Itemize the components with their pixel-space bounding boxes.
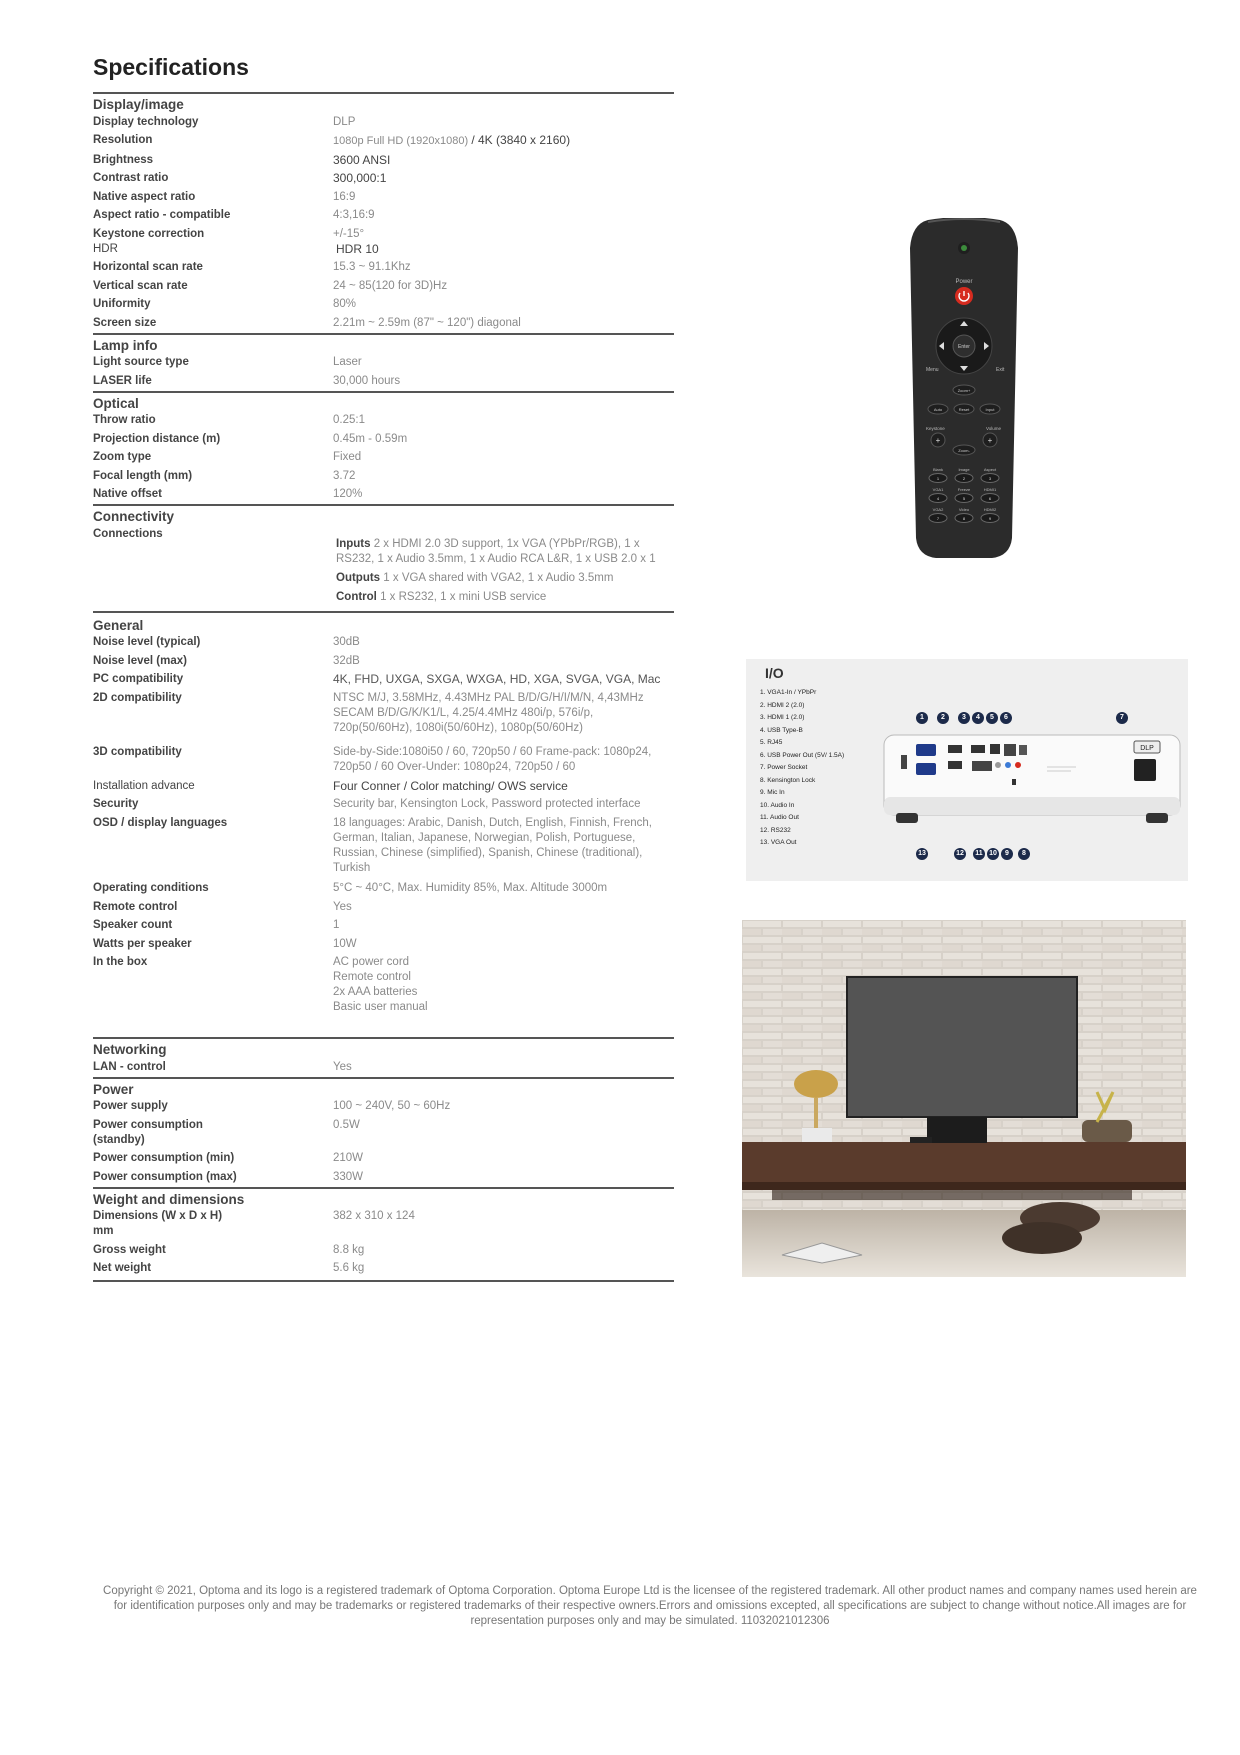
remote-keystone-label: Keystone — [926, 426, 945, 431]
spec-value: 382 x 310 x 124 — [333, 1210, 415, 1222]
svg-text:4: 4 — [936, 496, 940, 501]
control-label: Control — [336, 590, 377, 603]
dlp-logo: DLP — [1140, 745, 1154, 752]
spec-row — [93, 935, 674, 954]
spec-value: 1 — [333, 919, 340, 931]
io-callout: 2 — [937, 712, 949, 724]
spec-label: PC compatibility — [93, 673, 184, 685]
spec-row — [93, 113, 674, 132]
svg-text:HDMI2: HDMI2 — [983, 507, 997, 512]
inputs-value: 2 x HDMI 2.0 3D support, 1x VGA (YPbPr/RGB), 1 x RS232, 1 x Audio 3.5mm, 1 x Audio RCA L&R, 1 x USB 2.0 x 1 — [336, 537, 656, 565]
spec-label: Power consumption (max) — [93, 1170, 237, 1183]
spec-value: 30dB — [333, 636, 360, 648]
spec-value: 5.6 kg — [333, 1262, 365, 1274]
section-weight — [93, 1187, 674, 1283]
spec-value: DLP — [333, 115, 356, 128]
living-room-image — [742, 920, 1186, 1277]
spec-label: Display technology — [93, 115, 199, 128]
spec-row — [93, 671, 674, 690]
section-lamp — [93, 333, 674, 391]
spec-row — [93, 1058, 674, 1077]
spec-label: 2D compatibility — [93, 691, 182, 704]
spec-label: LAN - control — [93, 1060, 166, 1073]
section-title: Optical — [93, 395, 139, 411]
spec-row — [93, 430, 674, 449]
spec-label: Security — [93, 798, 139, 810]
spec-label: Throw ratio — [93, 414, 156, 426]
spec-value: Yes — [333, 900, 352, 913]
spec-row — [93, 898, 674, 917]
section-connectivity — [93, 504, 674, 611]
section-general — [93, 611, 674, 1038]
spec-row — [93, 954, 674, 1038]
spec-row — [93, 188, 674, 207]
spec-value: 120% — [333, 488, 363, 500]
spec-row — [93, 207, 674, 226]
spec-value: Laser — [333, 356, 362, 368]
io-item: 10. Audio In — [760, 801, 795, 809]
spec-label: Uniformity — [93, 298, 151, 310]
svg-text:VGA2: VGA2 — [932, 507, 944, 512]
spec-label: Native aspect ratio — [93, 190, 196, 203]
svg-text:5: 5 — [962, 496, 966, 501]
spec-row — [93, 132, 674, 152]
page-title: Specifications — [93, 54, 249, 80]
spec-row — [93, 525, 674, 611]
spec-row — [93, 296, 674, 315]
spec-row — [93, 796, 674, 815]
spec-value: 80% — [333, 298, 357, 310]
svg-text:HDMI1: HDMI1 — [983, 487, 997, 492]
spec-label: Vertical scan rate — [93, 279, 188, 292]
spec-value: 0.25:1 — [333, 414, 365, 426]
svg-text:Blank: Blank — [932, 467, 944, 472]
spec-label: Gross weight — [93, 1243, 166, 1256]
spec-value: Fixed — [333, 451, 362, 463]
spec-value: 30,000 hours — [333, 374, 401, 387]
spec-value: Yes — [333, 1060, 352, 1073]
spec-value: HDR 10 — [336, 241, 379, 256]
spec-row — [93, 1098, 674, 1117]
spec-row — [93, 412, 674, 431]
spec-row — [93, 372, 674, 391]
living-room-illustration — [742, 920, 1186, 1277]
io-title: I/O — [765, 665, 784, 681]
projector-rear-icon — [876, 727, 1186, 827]
spec-value: 330W — [333, 1170, 364, 1183]
remote-exit-label: Exit — [996, 367, 1005, 373]
io-callout: 9 — [1001, 848, 1013, 860]
remote-keypad — [929, 467, 999, 523]
io-item: 7. Power Socket — [760, 764, 808, 771]
spec-row — [93, 225, 674, 242]
io-item: 3. HDMI 1 (2.0) — [760, 714, 805, 721]
section-networking — [93, 1037, 674, 1077]
spec-row — [93, 652, 674, 671]
remote-zoom-plus-label: Zoom+ — [957, 388, 971, 393]
spec-label: Power consumption (standby) — [93, 1118, 203, 1146]
spec-row — [93, 634, 674, 653]
section-title: Connectivity — [93, 509, 175, 524]
spec-row — [93, 1208, 674, 1242]
spec-row — [93, 744, 674, 778]
spec-table — [93, 92, 674, 1282]
section-title: General — [93, 617, 144, 633]
io-callout: 8 — [1018, 848, 1030, 860]
spec-value: NTSC M/J, 3.58MHz, 4.43MHz PAL B/D/G/H/I/M/N, 4,43MHz SECAM B/D/G/K/K1/L, 4.25/4.4MHz 480i/p, 576i/p, 720p(50/60Hz), 1080i(50/60Hz), 1080p(50/60Hz) — [333, 691, 644, 734]
spec-label: Projection distance (m) — [93, 432, 221, 445]
spec-row — [93, 777, 674, 796]
spec-label: Keystone correction — [93, 227, 205, 240]
spec-value: 1080p Full HD (1920x1080) / 4K (3840 x 2160) — [333, 133, 571, 147]
remote-enter-label: Enter — [958, 344, 970, 350]
spec-value: 8.8 kg — [333, 1243, 365, 1256]
spec-value: 18 languages: Arabic, Danish, Dutch, English, Finnish, French, German, Italian, Japanese, Norwegian, Polish, Portuguese, Russian, Chinese (simplified), Spanish, Chinese (traditional), Turkish — [333, 816, 652, 874]
spec-row — [93, 354, 674, 373]
io-item: 12. RS232 — [760, 826, 791, 834]
spec-value: Four Conner / Color matching/ OWS service — [333, 778, 568, 793]
spec-row — [93, 467, 674, 486]
spec-row — [93, 259, 674, 278]
spec-row — [93, 689, 674, 744]
io-item: 5. RJ45 — [760, 739, 783, 746]
connections-block — [333, 527, 656, 605]
section-title: Weight and dimensions — [93, 1191, 245, 1207]
spec-row — [93, 242, 674, 259]
spec-value: Side-by-Side:1080i50 / 60, 720p50 / 60 Frame-pack: 1080p24, 720p50 / 60 Over-Under: 1080p24, 720p50 / 60 — [333, 746, 652, 773]
spec-label: Contrast ratio — [93, 172, 169, 184]
spec-label: Dimensions (W x D x H) mm — [93, 1210, 223, 1237]
section-title: Display/image — [93, 97, 184, 112]
svg-text:+: + — [935, 436, 941, 445]
spec-value: 10W — [333, 937, 357, 950]
section-title: Power — [93, 1081, 134, 1097]
spec-row — [93, 277, 674, 296]
spec-label: Light source type — [93, 356, 189, 368]
spec-label: OSD / display languages — [93, 816, 228, 829]
spec-value: 0.45m - 0.59m — [333, 432, 408, 445]
remote-auto-label: Auto — [933, 407, 943, 412]
spec-value: 3.72 — [333, 469, 356, 482]
spec-label: Noise level (max) — [93, 654, 187, 667]
spec-value: 32dB — [333, 654, 360, 667]
spec-label: Brightness — [93, 153, 154, 166]
spec-value: +/-15° — [333, 227, 365, 240]
spec-label: In the box — [93, 956, 148, 968]
svg-text:9: 9 — [988, 516, 992, 521]
svg-text:Freeze: Freeze — [957, 487, 971, 492]
io-callout: 1 — [916, 712, 928, 724]
inputs-label: Inputs — [336, 537, 371, 550]
io-callout: 5 — [986, 712, 998, 724]
svg-text:2: 2 — [962, 476, 966, 481]
io-callout: 12 — [954, 848, 966, 860]
section-title: Lamp info — [93, 337, 158, 353]
io-item: 2. HDMI 2 (2.0) — [760, 701, 805, 709]
spec-value: 4K, FHD, UXGA, SXGA, WXGA, HD, XGA, SVGA, VGA, Mac — [333, 672, 661, 686]
remote-control-image — [908, 218, 1020, 565]
svg-text:+: + — [987, 436, 993, 445]
spec-row — [93, 814, 674, 880]
spec-label: LASER life — [93, 374, 152, 387]
spec-label: Resolution — [93, 134, 153, 146]
spec-label: Zoom type — [93, 451, 152, 463]
spec-value: 2.21m ~ 2.59m (87" ~ 120") diagonal — [333, 316, 521, 329]
spec-row — [93, 880, 674, 899]
section-title: Networking — [93, 1042, 167, 1057]
svg-text:7: 7 — [936, 516, 940, 521]
spec-label: Horizontal scan rate — [93, 261, 203, 273]
svg-text:Video: Video — [958, 507, 970, 512]
spec-label: 3D compatibility — [93, 746, 182, 758]
io-callout: 3 — [958, 712, 970, 724]
spec-value: 300,000:1 — [333, 171, 387, 185]
spec-value: 0.5W — [333, 1118, 360, 1131]
spec-value: AC power cord Remote control 2x AAA batteries Basic user manual — [333, 956, 428, 1013]
spec-label: Native offset — [93, 488, 163, 500]
spec-value: 24 ~ 85(120 for 3D)Hz — [333, 279, 448, 292]
svg-text:Aspect: Aspect — [983, 467, 997, 472]
io-item: 4. USB Type-B — [760, 726, 803, 734]
io-item: 11. Audio Out — [760, 814, 799, 821]
spec-row — [93, 1241, 674, 1260]
remote-menu-label: Menu — [926, 367, 939, 373]
spec-value: 100 ~ 240V, 50 ~ 60Hz — [333, 1100, 451, 1112]
spec-label: Net weight — [93, 1262, 152, 1274]
spec-label: Remote control — [93, 900, 178, 913]
remote-volume-label: Volume — [986, 426, 1002, 431]
svg-text:6: 6 — [988, 496, 992, 501]
svg-text:8: 8 — [962, 516, 966, 521]
spec-label: Watts per speaker — [93, 937, 192, 950]
spec-label: Focal length (mm) — [93, 469, 193, 482]
spec-row — [93, 1116, 674, 1150]
io-panel — [746, 659, 1188, 881]
spec-row — [93, 151, 674, 170]
spec-value: 210W — [333, 1152, 364, 1164]
section-power — [93, 1077, 674, 1187]
spec-row — [93, 1260, 674, 1279]
spec-label: HDR — [93, 242, 118, 255]
control-value: 1 x RS232, 1 x mini USB service — [380, 590, 547, 603]
spec-row — [93, 917, 674, 936]
remote-zoom-minus-label: Zoom- — [958, 448, 970, 453]
spec-label: Speaker count — [93, 919, 173, 931]
spec-label: Installation advance — [93, 779, 195, 792]
io-callout: 4 — [972, 712, 984, 724]
io-callout: 6 — [1000, 712, 1012, 724]
spec-row — [93, 486, 674, 505]
spec-label: Noise level (typical) — [93, 636, 201, 648]
svg-text:1: 1 — [936, 476, 940, 481]
remote-control-icon — [908, 218, 1020, 560]
spec-value: 16:9 — [333, 190, 356, 203]
spec-label: Aspect ratio - compatible — [93, 209, 231, 221]
io-callout: 13 — [916, 848, 928, 860]
io-item: 6. USB Power Out (5V/ 1.5A) — [760, 751, 845, 759]
remote-input-label: Input — [985, 407, 995, 412]
io-callout: 10 — [987, 848, 999, 860]
outputs-value: 1 x VGA shared with VGA2, 1 x Audio 3.5mm — [383, 571, 614, 584]
spec-value: Security bar, Kensington Lock, Password protected interface — [333, 798, 641, 810]
io-item: 1. VGA1-In / YPbPr — [760, 689, 817, 696]
spec-row — [93, 314, 674, 333]
spec-row — [93, 1150, 674, 1169]
spec-label: Screen size — [93, 316, 157, 329]
section-optical — [93, 391, 674, 505]
svg-text:Image: Image — [958, 467, 970, 472]
outputs-label: Outputs — [336, 571, 381, 584]
io-callout: 7 — [1116, 712, 1128, 724]
spec-label: Operating conditions — [93, 882, 209, 894]
spec-row — [93, 449, 674, 468]
io-item: 9. Mic In — [760, 789, 785, 796]
spec-label: Power supply — [93, 1100, 168, 1112]
remote-reset-label: Reset — [958, 407, 970, 412]
section-display — [93, 92, 674, 333]
spec-label: Connections — [93, 527, 163, 540]
io-callout: 11 — [973, 848, 985, 860]
spec-row — [93, 170, 674, 189]
spec-value: 4:3,16:9 — [333, 209, 375, 221]
svg-text:3: 3 — [988, 476, 992, 481]
spec-value: 3600 ANSI — [333, 152, 391, 167]
spec-row — [93, 1168, 674, 1187]
spec-label: Power consumption (min) — [93, 1152, 235, 1164]
spec-value: 15.3 ~ 91.1Khz — [333, 261, 411, 273]
remote-power-label: Power — [955, 279, 973, 285]
footer-copyright: Copyright © 2021, Optoma and its logo is a registered trademark of Optoma Corporation. Optoma Europe Ltd is the licensee of the registered trademark. All other product names and company names used herein are for identification purposes only and may be trademarks or registered trademarks of their respective owners.Errors and omissions excepted, all specifications are subject to change without notice.All images are for representation purposes only and may be simulated. 11032021012306 — [103, 1585, 1197, 1627]
spec-value: 5°C ~ 40°C, Max. Humidity 85%, Max. Altitude 3000m — [333, 882, 608, 894]
io-item: 8. Kensington Lock — [760, 776, 816, 784]
io-item: 13. VGA Out — [760, 839, 797, 846]
svg-text:VGA1: VGA1 — [932, 487, 944, 492]
